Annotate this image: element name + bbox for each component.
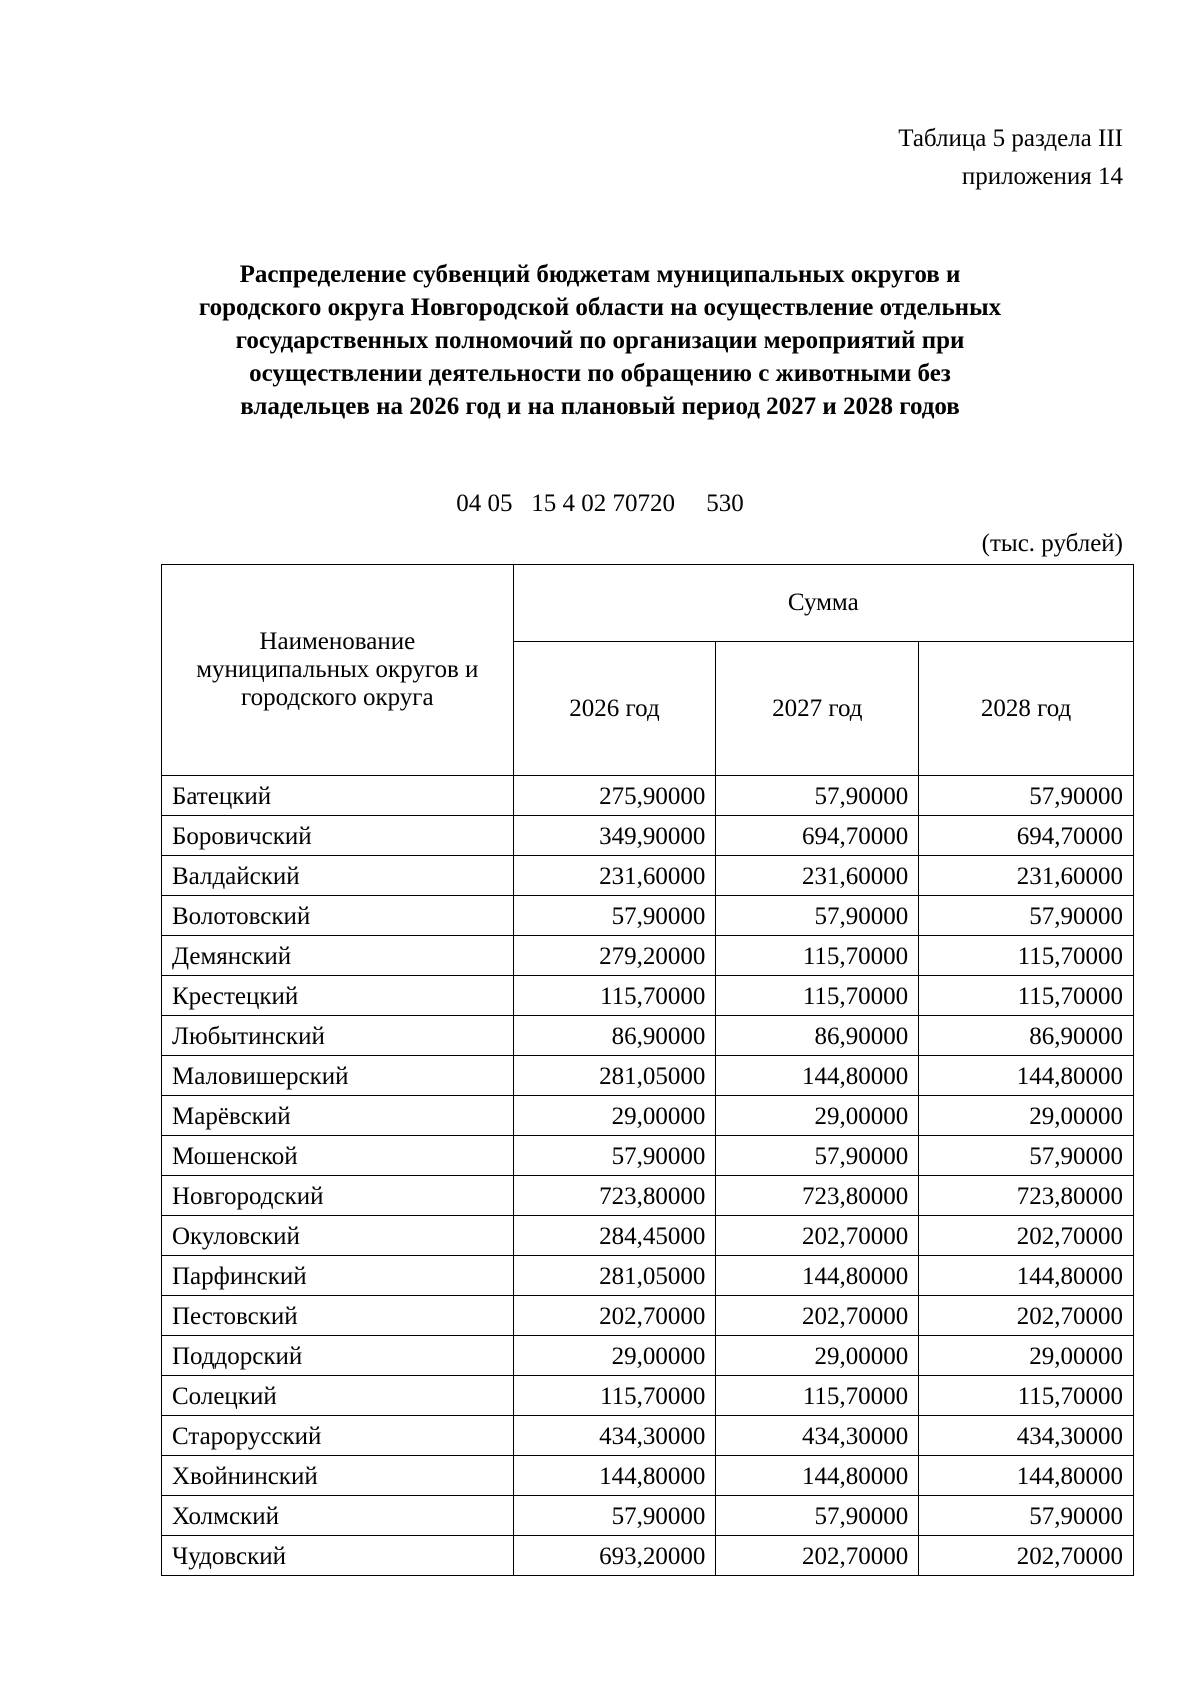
district-name-cell: Парфинский [162, 1256, 514, 1296]
district-name-cell: Крестецкий [162, 976, 514, 1016]
amount-cell: 57,90000 [919, 1136, 1134, 1176]
table-row [162, 1216, 1134, 1256]
year-header: 2026 год [513, 642, 716, 776]
title-line: владельцев на 2026 год и на плановый период 2027 и 2028 годов [240, 393, 960, 420]
district-name-cell: Пестовский [162, 1296, 514, 1336]
amount-cell: 694,70000 [716, 816, 919, 856]
sum-column-header: Сумма [513, 565, 1133, 642]
district-name-cell: Поддорский [162, 1336, 514, 1376]
amount-cell: 349,90000 [513, 816, 716, 856]
district-name-cell: Чудовский [162, 1536, 514, 1576]
district-name-cell: Боровичский [162, 816, 514, 856]
amount-cell: 29,00000 [716, 1336, 919, 1376]
amount-cell: 693,20000 [513, 1536, 716, 1576]
amount-cell: 202,70000 [716, 1296, 919, 1336]
amount-cell: 115,70000 [919, 976, 1134, 1016]
unit-label: (тыс. рублей) [981, 530, 1123, 557]
amount-cell: 57,90000 [919, 896, 1134, 936]
amount-cell: 284,45000 [513, 1216, 716, 1256]
district-name-cell: Солецкий [162, 1376, 514, 1416]
district-name-cell: Любытинский [162, 1016, 514, 1056]
table-row [162, 1416, 1134, 1456]
amount-cell: 231,60000 [919, 856, 1134, 896]
budget-classification-code: 04 05 15 4 02 70720 530 [456, 490, 744, 517]
amount-cell: 115,70000 [919, 1376, 1134, 1416]
district-name-cell: Валдайский [162, 856, 514, 896]
table-row [162, 816, 1134, 856]
district-name-cell: Батецкий [162, 776, 514, 816]
table-row [162, 1336, 1134, 1376]
district-name-cell: Мошенской [162, 1136, 514, 1176]
district-name-cell: Окуловский [162, 1216, 514, 1256]
amount-cell: 202,70000 [919, 1296, 1134, 1336]
amount-cell: 144,80000 [919, 1256, 1134, 1296]
title-line: осуществлении деятельности по обращению с животными без [249, 360, 951, 387]
year-header: 2028 год [919, 642, 1134, 776]
district-name-cell: Хвойнинский [162, 1456, 514, 1496]
district-name-cell: Новгородский [162, 1176, 514, 1216]
subventions-table [161, 564, 1134, 1576]
amount-cell: 281,05000 [513, 1056, 716, 1096]
amount-cell: 434,30000 [919, 1416, 1134, 1456]
amount-cell: 29,00000 [919, 1336, 1134, 1376]
district-name-cell: Марёвский [162, 1096, 514, 1136]
table-row [162, 1056, 1134, 1096]
table-row [162, 1096, 1134, 1136]
amount-cell: 202,70000 [513, 1296, 716, 1336]
district-name-cell: Старорусский [162, 1416, 514, 1456]
amount-cell: 723,80000 [716, 1176, 919, 1216]
table-row [162, 1296, 1134, 1336]
amount-cell: 281,05000 [513, 1256, 716, 1296]
table-row [162, 1016, 1134, 1056]
amount-cell: 29,00000 [513, 1336, 716, 1376]
amount-cell: 202,70000 [716, 1216, 919, 1256]
document-title [150, 258, 1050, 423]
amount-cell: 86,90000 [513, 1016, 716, 1056]
amount-cell: 144,80000 [513, 1456, 716, 1496]
table-row [162, 1536, 1134, 1576]
table-row [162, 896, 1134, 936]
amount-cell: 29,00000 [513, 1096, 716, 1136]
amount-cell: 57,90000 [716, 1496, 919, 1536]
table-row [162, 1456, 1134, 1496]
table-row [162, 1136, 1134, 1176]
amount-cell: 115,70000 [716, 936, 919, 976]
amount-cell: 202,70000 [919, 1536, 1134, 1576]
reference-line-1: Таблица 5 раздела III [898, 125, 1123, 152]
amount-cell: 144,80000 [919, 1456, 1134, 1496]
amount-cell: 86,90000 [919, 1016, 1134, 1056]
year-header: 2027 год [716, 642, 919, 776]
amount-cell: 144,80000 [716, 1456, 919, 1496]
table-reference [898, 120, 1123, 196]
amount-cell: 275,90000 [513, 776, 716, 816]
amount-cell: 57,90000 [919, 776, 1134, 816]
table-row [162, 976, 1134, 1016]
amount-cell: 231,60000 [716, 856, 919, 896]
amount-cell: 115,70000 [716, 1376, 919, 1416]
amount-cell: 279,20000 [513, 936, 716, 976]
amount-cell: 144,80000 [716, 1256, 919, 1296]
amount-cell: 29,00000 [919, 1096, 1134, 1136]
amount-cell: 202,70000 [919, 1216, 1134, 1256]
title-line: Распределение субвенций бюджетам муниципальных округов и [239, 261, 961, 288]
amount-cell: 57,90000 [716, 896, 919, 936]
amount-cell: 723,80000 [919, 1176, 1134, 1216]
table-row [162, 776, 1134, 816]
amount-cell: 115,70000 [513, 1376, 716, 1416]
amount-cell: 57,90000 [716, 1136, 919, 1176]
amount-cell: 144,80000 [716, 1056, 919, 1096]
amount-cell: 694,70000 [919, 816, 1134, 856]
amount-cell: 231,60000 [513, 856, 716, 896]
table-row [162, 936, 1134, 976]
reference-line-2: приложения 14 [961, 163, 1123, 190]
amount-cell: 29,00000 [716, 1096, 919, 1136]
district-name-cell: Демянский [162, 936, 514, 976]
amount-cell: 144,80000 [919, 1056, 1134, 1096]
table-row [162, 1496, 1134, 1536]
name-column-header: Наименование муниципальных округов и городского округа [162, 565, 514, 776]
amount-cell: 434,30000 [513, 1416, 716, 1456]
table-row [162, 1176, 1134, 1216]
amount-cell: 115,70000 [513, 976, 716, 1016]
amount-cell: 723,80000 [513, 1176, 716, 1216]
amount-cell: 86,90000 [716, 1016, 919, 1056]
amount-cell: 115,70000 [716, 976, 919, 1016]
amount-cell: 57,90000 [513, 1136, 716, 1176]
amount-cell: 57,90000 [716, 776, 919, 816]
table-row [162, 1376, 1134, 1416]
amount-cell: 115,70000 [919, 936, 1134, 976]
amount-cell: 57,90000 [513, 1496, 716, 1536]
table-row [162, 856, 1134, 896]
district-name-cell: Волотовский [162, 896, 514, 936]
title-line: городского округа Новгородской области на осуществление отдельных [198, 294, 1002, 321]
amount-cell: 57,90000 [919, 1496, 1134, 1536]
amount-cell: 434,30000 [716, 1416, 919, 1456]
amount-cell: 57,90000 [513, 896, 716, 936]
table-row [162, 1256, 1134, 1296]
amount-cell: 202,70000 [716, 1536, 919, 1576]
table-body [162, 776, 1134, 1576]
title-line: государственных полномочий по организации мероприятий при [235, 327, 965, 354]
district-name-cell: Маловишерский [162, 1056, 514, 1096]
district-name-cell: Холмский [162, 1496, 514, 1536]
